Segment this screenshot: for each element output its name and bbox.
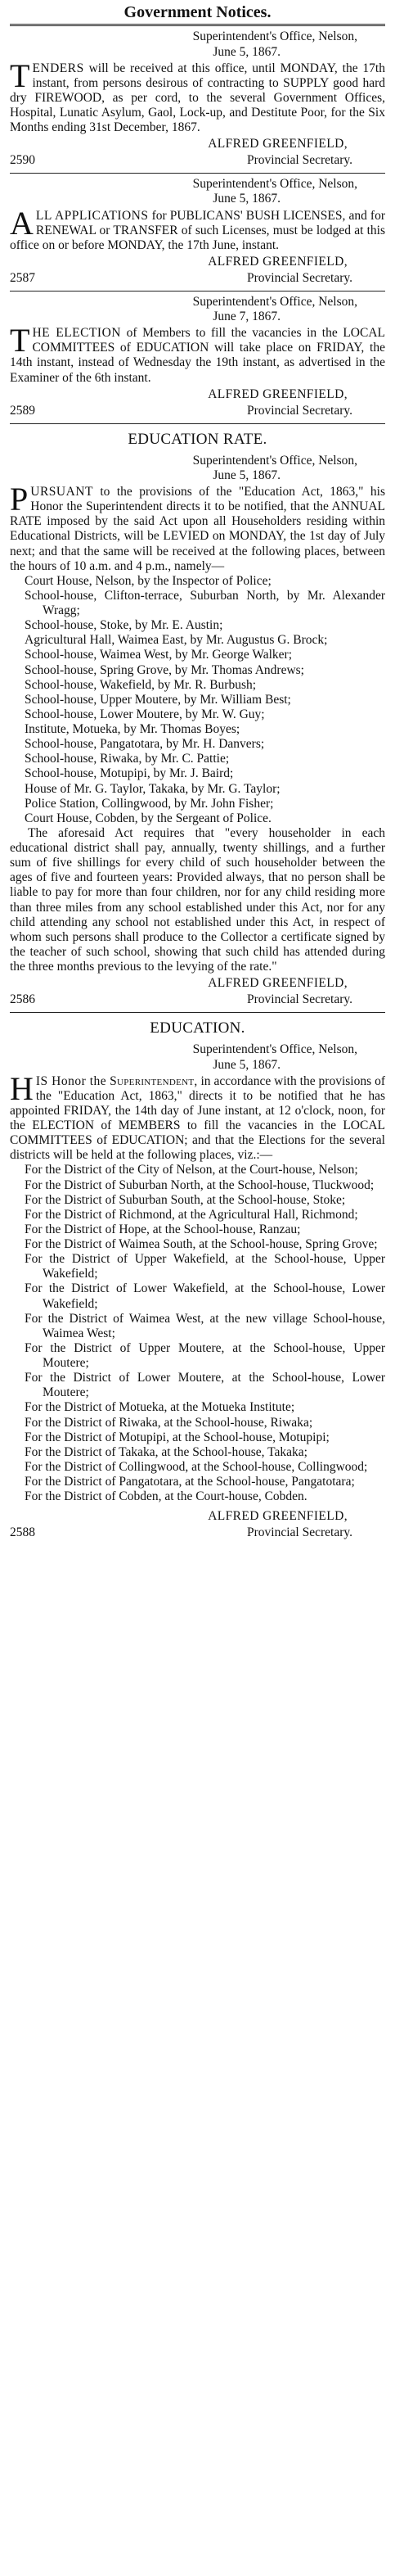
section-title: EDUCATION. <box>150 1019 245 1037</box>
signer-title: Provincial Secretary. <box>247 992 352 1007</box>
notice-signature <box>10 976 385 1007</box>
notice-election-date <box>10 295 385 418</box>
signer-title: Provincial Secretary. <box>247 270 352 285</box>
list-item: School-house, Upper Moutere, by Mr. William Best; <box>25 692 291 707</box>
notice-lead-caps: Superintendent, <box>110 1073 198 1088</box>
list-item: School-house, Stoke, by Mr. E. Austin; <box>25 618 223 633</box>
list-item: House of Mr. G. Taylor, Takaka, by Mr. G. Taylor; <box>25 781 281 796</box>
notice-lead: LL APPLICATIONS <box>35 208 149 223</box>
notice-publicans-licenses <box>10 177 385 286</box>
list-item: School-house, Clifton-terrace, Suburban North, by Mr. Alexander Wragg; <box>25 588 385 618</box>
drop-cap: T <box>10 322 30 359</box>
list-item: For the District of Collingwood, at the School-house, Collingwood; <box>25 1459 368 1474</box>
notice-number: 2587 <box>10 270 35 285</box>
section-title: EDUCATION RATE. <box>128 430 267 448</box>
signer-title: Provincial Secretary. <box>247 1525 352 1540</box>
notice-date: June 5, 1867. <box>213 192 281 206</box>
notice-signature <box>10 1509 385 1540</box>
notice-number: 2589 <box>10 403 35 418</box>
notice-number: 2588 <box>10 1525 35 1540</box>
drop-cap: P <box>10 481 29 518</box>
list-item: School-house, Lower Moutere, by Mr. W. Guy; <box>25 707 265 721</box>
notice-dateline: Superintendent's Office, Nelson, <box>192 453 357 468</box>
list-item: For the District of Waimea West, at the new village School-house, Waimea West; <box>25 1311 385 1340</box>
notice-number: 2586 <box>10 992 35 1007</box>
notice-date: June 7, 1867. <box>213 310 281 324</box>
list-item: For the District of the City of Nelson, at the Court-house, Nelson; <box>25 1163 358 1177</box>
list-item: For the District of Hope, at the School-house, Ranzau; <box>25 1222 301 1236</box>
list-item: For the District of Motueka, at the Motueka Institute; <box>25 1400 295 1415</box>
signer-title: Provincial Secretary. <box>247 403 352 418</box>
notice-date: June 5, 1867. <box>213 468 281 482</box>
notice-dateline: Superintendent's Office, Nelson, <box>192 177 357 192</box>
notice-text: to the provisions of the "Education Act, 1863," his Honor the Superintendent directs it to be notified, that the ANNUAL RATE imposed by the said Act upon all Householders residing within Educational Districts, will be LEVIED on MONDAY, the 1st day of July next; and that the same will be received at the following places, between the hours of 10 a.m. and 4 p.m., namely— <box>10 485 385 573</box>
drop-cap: A <box>10 204 34 242</box>
notice-body <box>10 1069 386 1164</box>
list-item: For the District of Upper Moutere, at the School-house, Upper Moutere; <box>25 1340 385 1371</box>
drop-cap: T <box>10 56 30 94</box>
list-item: For the District of Pangatotara, at the School-house, Pangatotara; <box>25 1475 355 1489</box>
notice-signature <box>10 137 385 168</box>
notice-text: in accordance with the provisions of the "Education Act, 1863," directs it to be notified that he has appointed FRIDAY, the 14th day of June instant, at 12 o'clock, noon, for the ELECTION of MEMBERS to fill the vacancies in the LOCAL COMMITTEES of EDUCATION; and that the Elections for the several districts will be held at the following places, viz.:— <box>10 1073 386 1163</box>
collection-places-list <box>10 574 385 826</box>
election-places-list <box>10 1163 385 1504</box>
notice-signature <box>10 387 385 418</box>
signer-name: ALFRED GREENFIELD, <box>208 137 348 151</box>
notice-body <box>10 322 386 386</box>
list-item: Agricultural Hall, Waimea East, by Mr. Augustus G. Brock; <box>25 633 328 648</box>
list-item: For the District of Suburban South, at the School-house, Stoke; <box>25 1192 346 1207</box>
closing-paragraph: The aforesaid Act requires that "every householder in each educational district shall pay, annually, twenty shillings, and a further sum of five shillings for every child of such householder between the ages of five and fourteen years: Provided always, that no person shall be liable to pay for more than four children, nor for any child residing more than three miles from any school established under this Act, nor for any child attending any school not established under this Act, in respect of whom such persons shall produce to the Collector a certificate signed by the teacher of such school, showing that such child has attended during the three months previous to the levying of the rate." <box>10 825 385 974</box>
page-title: Government Notices. <box>123 3 272 21</box>
list-item: Police Station, Collingwood, by Mr. John Fisher; <box>25 796 274 811</box>
list-item: School-house, Pangatotara, by Mr. H. Danvers; <box>25 737 265 752</box>
notice-text: for PUBLICANS' BUSH LICENSES, and for RENEWAL or TRANSFER of such Licenses, must be lodged at this office on or before MONDAY, the 17th June, instant. <box>10 208 386 252</box>
list-item: For the District of Riwaka, at the School-house, Riwaka; <box>25 1415 313 1430</box>
list-item: For the District of Motupipi, at the School-house, Motupipi; <box>25 1430 330 1444</box>
list-item: For the District of Takaka, at the School-house, Takaka; <box>25 1444 307 1459</box>
list-item: For the District of Waimea South, at the School-house, Spring Grove; <box>25 1237 378 1252</box>
list-item: School-house, Riwaka, by Mr. C. Pattie; <box>25 752 230 766</box>
notice-lead: IS Honor the <box>35 1073 107 1088</box>
notice-body <box>10 204 386 253</box>
signer-name: ALFRED GREENFIELD, <box>208 976 348 991</box>
list-item: School-house, Waimea West, by Mr. George Walker; <box>25 648 293 662</box>
notice-education-rate <box>10 431 385 1008</box>
notice-lead: HE ELECTION <box>32 326 121 341</box>
notice-body <box>10 56 385 136</box>
notice-dateline: Superintendent's Office, Nelson, <box>192 294 357 309</box>
list-item: School-house, Wakefield, by Mr. R. Burbush; <box>25 677 257 692</box>
notice-lead: ENDERS <box>32 61 84 75</box>
notice-text: of Members to fill the vacancies in the LOCAL COMMITTEES of EDUCATION will take place on FRIDAY, the 14th instant, instead of Wednesday the 19th instant, as advertised in the Examiner of the 6th instant. <box>10 326 386 385</box>
list-item: For the District of Lower Wakefield, at the School-house, Lower Wakefield; <box>25 1281 385 1311</box>
notice-divider <box>10 423 385 424</box>
notice-number: 2590 <box>10 153 35 168</box>
notice-dateline: Superintendent's Office, Nelson, <box>192 29 357 44</box>
notice-dateline: Superintendent's Office, Nelson, <box>192 1042 357 1057</box>
notice-firewood-tenders <box>10 29 385 168</box>
list-item: Institute, Motueka, by Mr. Thomas Boyes; <box>25 722 240 737</box>
title-rule <box>10 24 385 26</box>
signer-name: ALFRED GREENFIELD, <box>208 386 348 401</box>
signer-name: ALFRED GREENFIELD, <box>208 1509 348 1524</box>
notice-body <box>10 481 385 574</box>
notice-lead: URSUANT <box>30 485 93 499</box>
list-item: For the District of Cobden, at the Court-house, Cobden. <box>25 1489 307 1504</box>
notice-education-elections <box>10 1019 385 1540</box>
list-item: For the District of Richmond, at the Agricultural Hall, Richmond; <box>25 1207 358 1222</box>
notice-divider <box>10 1012 385 1013</box>
list-item: School-house, Motupipi, by Mr. J. Baird; <box>25 766 234 781</box>
list-item: For the District of Upper Wakefield, at the School-house, Upper Wakefield; <box>25 1252 385 1281</box>
signer-name: ALFRED GREENFIELD, <box>208 254 348 269</box>
signer-title: Provincial Secretary. <box>247 153 352 168</box>
list-item: Court House, Cobden, by the Sergeant of Police. <box>25 811 272 825</box>
list-item: For the District of Suburban North, at the School-house, Tluckwood; <box>25 1177 375 1192</box>
drop-cap: H <box>10 1069 34 1107</box>
list-item: School-house, Spring Grove, by Mr. Thomas Andrews; <box>25 662 304 677</box>
notice-date: June 5, 1867. <box>213 44 281 59</box>
notice-text: will be received at this office, until MONDAY, the 17th instant, from persons desirous of contracting to SUPPLY good hard dry FIREWOOD, as per cord, to the several Government Offices, Hospital, Lunatic Asylum, Gaol, Lock-up, and Destitute Poor, for the Six Months ending 31st December, 1867. <box>10 61 385 135</box>
notice-date: June 5, 1867. <box>213 1057 281 1072</box>
list-item: Court House, Nelson, by the Inspector of Police; <box>25 573 272 588</box>
list-item: For the District of Lower Moutere, at the School-house, Lower Moutere; <box>25 1371 385 1400</box>
notice-signature <box>10 255 385 286</box>
notice-divider <box>10 173 385 174</box>
